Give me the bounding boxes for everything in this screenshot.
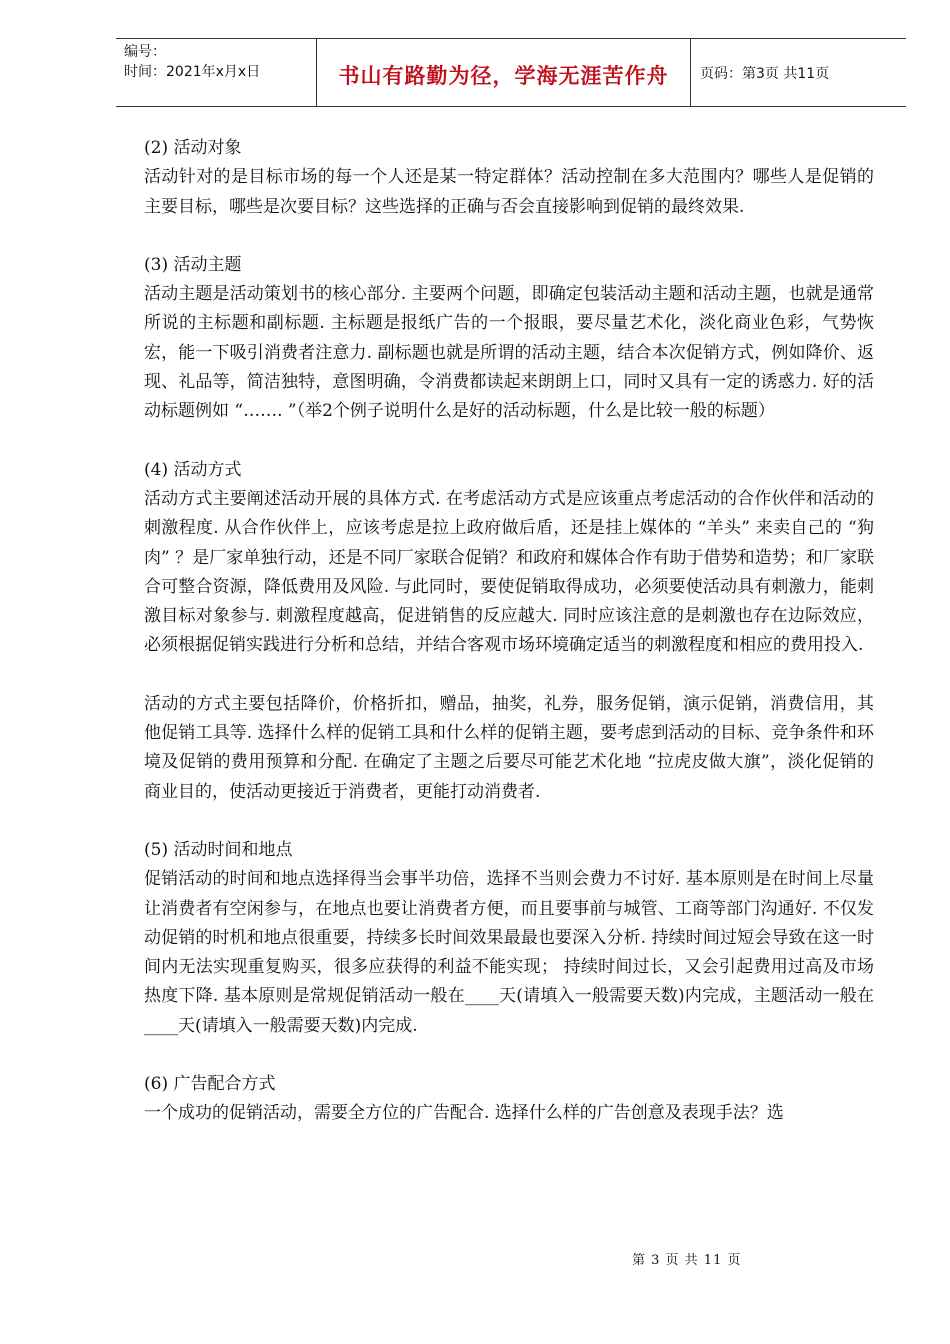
paragraph: 活动的方式主要包括降价，价格折扣，赠品，抽奖，礼券，服务促销，演示促销，消费信用，其他促销工具等. 选择什么样的促销工具和什么样的促销主题，要考虑到活动的目标、竞争条件和环境及促销的费用预算和分配. 在确定了主题之后要尽可能艺术化地 “拉虎皮做大旗”，淡化促销的商业目的，使活动更接近于消费者，更能打动消费者.	[144, 693, 874, 802]
section-title: (3) 活动主题	[144, 254, 242, 275]
header-top-rule	[116, 38, 906, 39]
header-motto: 书山有路勤为径，学海无涯苦作舟	[338, 64, 669, 88]
paragraph: 促销活动的时间和地点选择得当会事半功倍，选择不当则会费力不讨好. 基本原则是在时间上尽量让消费者有空闲参与，在地点也要让消费者方便，而且要事前与城管、工商等部门沟通好. 不仅发动促销的时机和地点很重要，持续多长时间效果最最也要深入分析. 持续时间过短会导致在这一时间内无法实现重复购买，很多应获得的利益不能实现； 持续时间过长，又会引起费用过高及市场热度下降. 基本原则是常规促销活动一般在____天(请填入一般需要天数)内完成，主题活动一般在____天(请填入一般需要天数)内完成.	[144, 869, 874, 1036]
page-footer: 第 3 页 共 11 页	[632, 1253, 742, 1268]
document-body	[144, 134, 874, 1129]
page-header	[116, 38, 906, 108]
section-advertising	[144, 1070, 874, 1129]
header-page-label: 页码：第3页 共11页	[700, 66, 830, 82]
section-title: (4) 活动方式	[144, 459, 242, 480]
paragraph: 一个成功的促销活动，需要全方位的广告配合. 选择什么样的广告创意及表现手法？选	[144, 1103, 784, 1124]
section-activity-method	[144, 456, 874, 807]
header-divider-right	[690, 38, 691, 107]
time-label: 时间：2021年x月x日	[124, 64, 261, 80]
paragraph: 活动针对的是目标市场的每一个人还是某一特定群体？活动控制在多大范围内？哪些人是促销的主要目标，哪些是次要目标？这些选择的正确与否会直接影响到促销的最终效果.	[144, 167, 874, 217]
section-activity-target	[144, 134, 874, 222]
section-title: (6) 广告配合方式	[144, 1074, 276, 1095]
paragraph: 活动主题是活动策划书的核心部分. 主要两个问题，即确定包装活动主题和活动主题，也就是通常所说的主标题和副标题. 主标题是报纸广告的一个报眼，要尽量艺术化，淡化商业色彩，气势恢宏，能一下吸引消费者注意力. 副标题也就是所谓的活动主题，结合本次促销方式，例如降价、返现、礼品等，简洁独特，意图明确，令消费都读起来朗朗上口，同时又具有一定的诱惑力. 好的活动标题例如 “……. ”（举2个例子说明什么是好的活动标题，什么是比较一般的标题）	[144, 284, 874, 422]
header-bottom-rule	[116, 106, 906, 107]
paragraph: 活动方式主要阐述活动开展的具体方式. 在考虑活动方式是应该重点考虑活动的合作伙伴和活动的刺激程度. 从合作伙伴上，应该考虑是拉上政府做后盾，还是挂上媒体的 “羊头” 来卖自己的 “狗肉” ？是厂家单独行动，还是不同厂家联合促销？和政府和媒体合作有助于借势和造势；和厂家联合可整合资源，降低费用及风险. 与此同时，要使促销取得成功，必须要使活动具有刺激力，能刺激目标对象参与. 刺激程度越高，促进销售的反应越大. 同时应该注意的是刺激也存在边际效应，必须根据促销实践进行分析和总结，并结合客观市场环境确定适当的刺激程度和相应的费用投入.	[144, 488, 874, 656]
header-meta	[124, 42, 314, 82]
section-title: (5) 活动时间和地点	[144, 839, 293, 860]
number-label: 编号：	[124, 44, 166, 60]
section-title: (2) 活动对象	[144, 138, 242, 158]
section-activity-theme	[144, 251, 874, 427]
section-activity-time-place	[144, 836, 874, 1041]
